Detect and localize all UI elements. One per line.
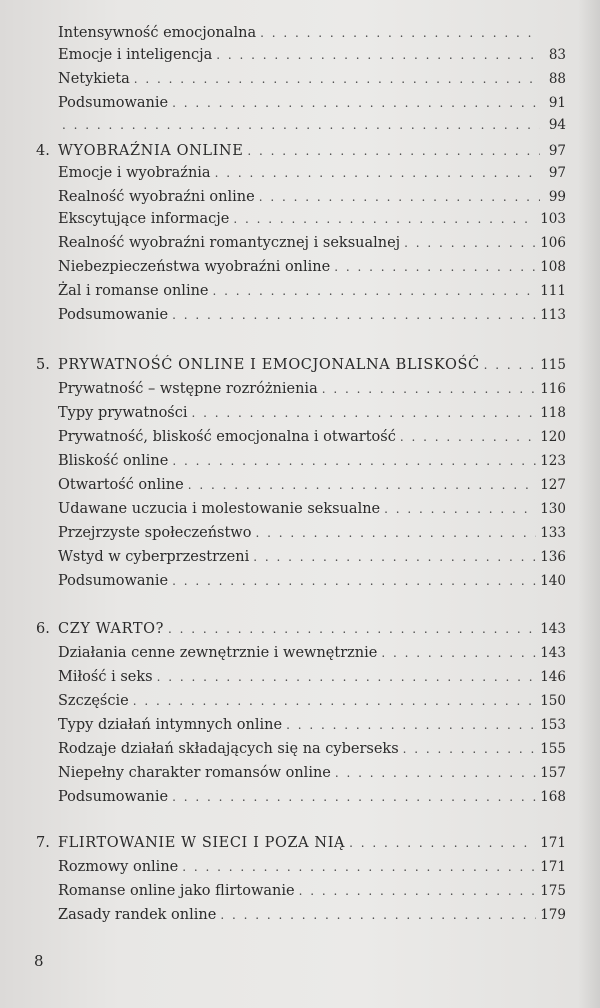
dot-leader xyxy=(172,450,536,472)
section-title: Działania cenne zewnętrznie i wewnętrznie xyxy=(58,645,378,661)
toc-entry xyxy=(58,904,566,926)
toc-entry xyxy=(58,786,566,808)
dot-leader xyxy=(134,68,540,90)
toc-entry xyxy=(58,880,566,902)
page-reference: 115 xyxy=(540,357,566,373)
page-reference: 143 xyxy=(540,621,566,637)
dot-leader xyxy=(133,690,537,712)
dot-leader xyxy=(404,232,536,254)
page-reference: 136 xyxy=(540,549,566,565)
section-title: Udawane uczucia i molestowanie seksualne xyxy=(58,501,381,517)
section-title: Szczęście xyxy=(58,693,129,709)
section-title: Realność wyobraźni romantycznej i seksualnej xyxy=(58,235,401,251)
page-reference: 97 xyxy=(548,143,566,159)
page-reference: 111 xyxy=(540,283,566,299)
dot-leader xyxy=(172,570,536,592)
dot-leader xyxy=(253,546,536,568)
dot-leader xyxy=(255,522,536,544)
dot-leader xyxy=(220,904,536,926)
section-title: Niebezpieczeństwa wyobraźni online xyxy=(58,259,331,275)
dot-leader xyxy=(157,666,537,688)
dot-leader xyxy=(334,256,536,278)
toc-entry xyxy=(58,856,566,878)
section-title: Otwartość online xyxy=(58,477,184,493)
dot-leader xyxy=(213,280,537,302)
toc-entry xyxy=(58,44,566,66)
section-title: Podsumowanie xyxy=(58,789,169,805)
section-title: Niepełny charakter romansów online xyxy=(58,765,331,781)
toc-chapter-entry xyxy=(36,618,566,640)
toc-entry xyxy=(58,666,566,688)
dot-leader xyxy=(484,354,537,376)
section-title: Romanse online jako flirtowanie xyxy=(58,883,295,899)
dot-leader xyxy=(216,44,540,66)
toc-entry xyxy=(58,762,566,784)
dot-leader xyxy=(192,402,537,424)
dot-leader xyxy=(384,498,536,520)
dot-leader xyxy=(381,642,536,664)
toc-entry xyxy=(58,22,566,44)
toc-entry xyxy=(58,426,566,448)
dot-leader xyxy=(215,162,540,184)
toc-entry xyxy=(58,570,566,592)
page-reference: 88 xyxy=(548,71,566,87)
dot-leader xyxy=(172,304,536,326)
section-title: Typy działań intymnych online xyxy=(58,717,283,733)
section-title: Prywatność – wstępne rozróżnienia xyxy=(58,381,318,397)
toc-entry xyxy=(58,450,566,472)
page-reference: 83 xyxy=(548,47,566,63)
toc-entry xyxy=(58,690,566,712)
page-reference: 94 xyxy=(548,117,566,133)
section-title: Wstyd w cyberprzestrzeni xyxy=(58,549,250,565)
chapter-number: 6. xyxy=(36,621,50,637)
page-reference: 155 xyxy=(540,741,566,757)
dot-leader xyxy=(247,140,540,162)
toc-entry xyxy=(58,256,566,278)
dot-leader xyxy=(299,880,537,902)
toc-entry xyxy=(58,738,566,760)
page-reference: 108 xyxy=(540,259,566,275)
page-number-folio: 8 xyxy=(34,952,44,970)
toc-entry xyxy=(58,114,566,136)
section-title: Żal i romanse online xyxy=(58,283,209,299)
section-title: Zasady randek online xyxy=(58,907,217,923)
page-reference: 153 xyxy=(540,717,566,733)
page-reference: 130 xyxy=(540,501,566,517)
toc-entry xyxy=(58,546,566,568)
dot-leader xyxy=(233,208,536,230)
toc-entry xyxy=(58,162,566,184)
chapter-title: WYOBRAŹNIA ONLINE xyxy=(58,143,244,159)
page-edge-shadow xyxy=(578,0,600,1008)
toc-chapter-entry xyxy=(36,832,566,854)
section-title: Podsumowanie xyxy=(58,573,169,589)
page-reference: 168 xyxy=(540,789,566,805)
dot-leader xyxy=(260,22,540,44)
dot-leader xyxy=(62,114,540,136)
dot-leader xyxy=(172,92,540,114)
chapter-number: 4. xyxy=(36,143,50,159)
dot-leader xyxy=(335,762,536,784)
dot-leader xyxy=(182,856,536,878)
toc-entry xyxy=(58,304,566,326)
toc-entry xyxy=(58,68,566,90)
page-reference: 97 xyxy=(548,165,566,181)
page-reference: 103 xyxy=(540,211,566,227)
chapter-number: 5. xyxy=(36,357,50,373)
toc-chapter-entry xyxy=(36,354,566,376)
page-reference: 127 xyxy=(540,477,566,493)
page-reference: 140 xyxy=(540,573,566,589)
section-title: Emocje i inteligencja xyxy=(58,47,213,63)
page-reference: 179 xyxy=(540,907,566,923)
section-title: Bliskość online xyxy=(58,453,169,469)
page-reference: 175 xyxy=(540,883,566,899)
page-reference: 123 xyxy=(540,453,566,469)
section-title: Rodzaje działań składających się na cyberseks xyxy=(58,741,399,757)
section-title: Netykieta xyxy=(58,71,130,87)
toc-entry xyxy=(58,714,566,736)
page-reference: 120 xyxy=(540,429,566,445)
section-title: Rozmowy online xyxy=(58,859,179,875)
section-title: Typy prywatności xyxy=(58,405,188,421)
section-title: Realność wyobraźni online xyxy=(58,189,255,205)
page-reference: 116 xyxy=(540,381,566,397)
page-reference: 146 xyxy=(540,669,566,685)
dot-leader xyxy=(400,426,536,448)
page-reference: 118 xyxy=(540,405,566,421)
dot-leader xyxy=(322,378,537,400)
page-reference: 99 xyxy=(548,189,566,205)
page-reference: 143 xyxy=(540,645,566,661)
section-title: Ekscytujące informacje xyxy=(58,211,230,227)
toc-entry xyxy=(58,208,566,230)
page-reference: 133 xyxy=(540,525,566,541)
page-reference: 171 xyxy=(540,859,566,875)
page-reference: 157 xyxy=(540,765,566,781)
toc-entry xyxy=(58,642,566,664)
toc-chapter-entry xyxy=(36,140,566,162)
dot-leader xyxy=(349,832,536,854)
toc-entry xyxy=(58,474,566,496)
page-reference: 171 xyxy=(540,835,566,851)
section-title: Emocje i wyobraźnia xyxy=(58,165,211,181)
page-reference: 150 xyxy=(540,693,566,709)
page-reference: 113 xyxy=(540,307,566,323)
section-title: Prywatność, bliskość emocjonalna i otwartość xyxy=(58,429,396,445)
toc-entry xyxy=(58,498,566,520)
dot-leader xyxy=(259,186,540,208)
dot-leader xyxy=(172,786,536,808)
toc-entry xyxy=(58,402,566,424)
dot-leader xyxy=(188,474,537,496)
dot-leader xyxy=(286,714,536,736)
toc-entry xyxy=(58,378,566,400)
section-title: Miłość i seks xyxy=(58,669,153,685)
toc-entry xyxy=(58,522,566,544)
section-title: Intensywność emocjonalna xyxy=(58,25,257,41)
dot-leader xyxy=(403,738,537,760)
page-reference: 91 xyxy=(548,95,566,111)
section-title: Podsumowanie xyxy=(58,95,169,111)
toc-entry xyxy=(58,280,566,302)
toc-entry xyxy=(58,92,566,114)
section-title: Podsumowanie xyxy=(58,307,169,323)
chapter-title: FLIRTOWANIE W SIECI I POZA NIĄ xyxy=(58,835,346,851)
chapter-number: 7. xyxy=(36,835,50,851)
dot-leader xyxy=(168,618,536,640)
chapter-title: CZY WARTO? xyxy=(58,621,164,637)
toc-entry xyxy=(58,186,566,208)
toc-entry xyxy=(58,232,566,254)
section-title: Przejrzyste społeczeństwo xyxy=(58,525,252,541)
chapter-title: PRYWATNOŚĆ ONLINE I EMOCJONALNA BLISKOŚĆ xyxy=(58,357,480,373)
page-reference: 106 xyxy=(540,235,566,251)
